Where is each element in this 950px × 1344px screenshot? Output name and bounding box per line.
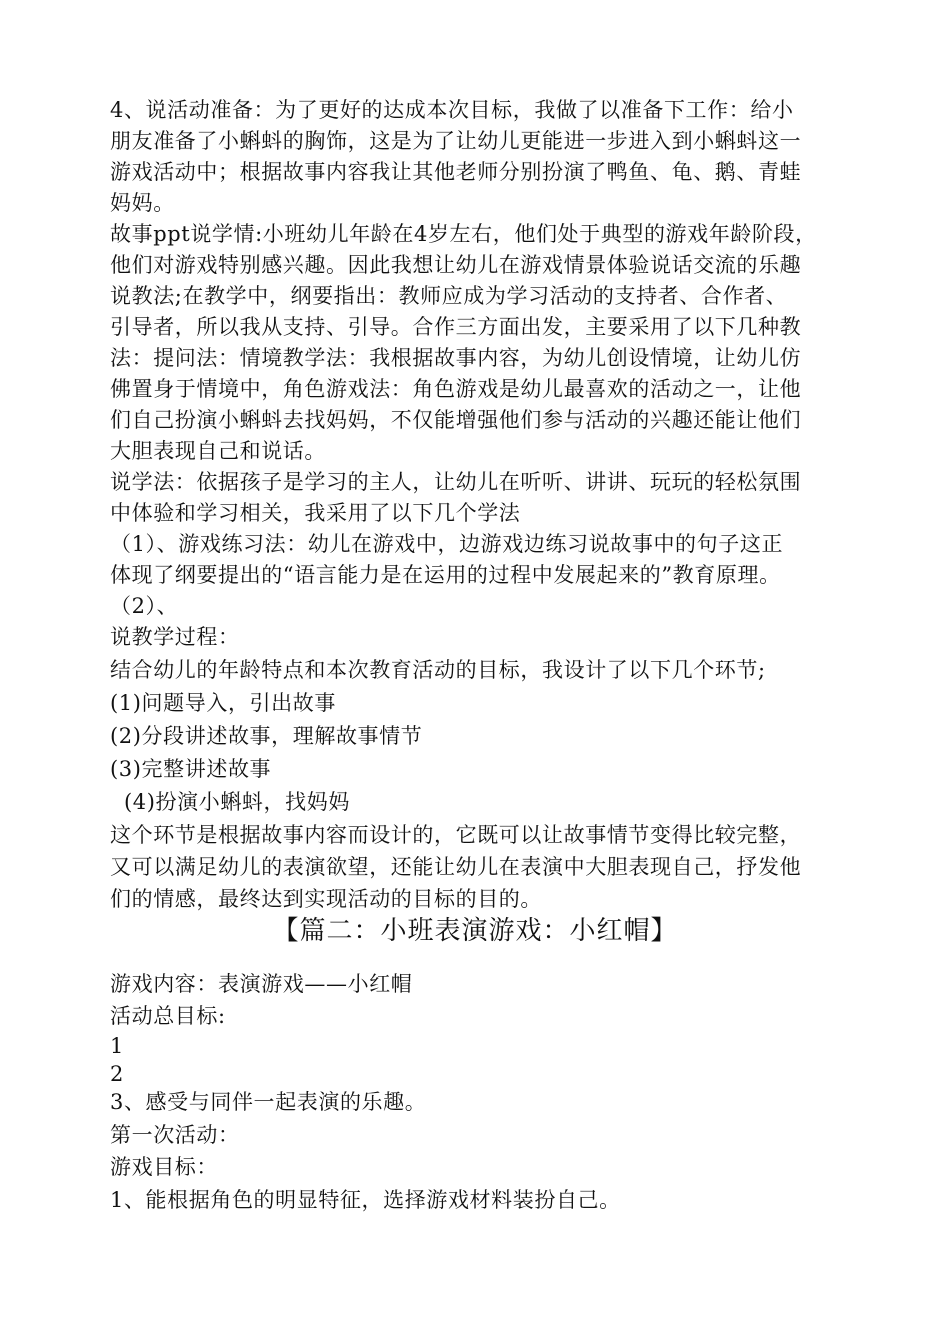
text-line: （2）、 (110, 594, 179, 618)
text-line: 1、能根据角色的明显特征，选择游戏材料装扮自己。 (110, 1188, 621, 1212)
text-line: 说学法：依据孩子是学习的主人，让幼儿在听听、讲讲、玩玩的轻松氛围 (110, 470, 802, 494)
text-line: 第一次活动： (110, 1123, 240, 1147)
text-line: 结合幼儿的年龄特点和本次教育活动的目标，我设计了以下几个环节; (110, 658, 766, 682)
text-line: 体现了纲要提出的“语言能力是在运用的过程中发展起来的”教育原理。 (110, 563, 781, 587)
text-line: 佛置身于情境中，角色游戏法：角色游戏是幼儿最喜欢的活动之一，让他 (110, 377, 802, 401)
text-line: 游戏内容：表演游戏——小红帽 (110, 972, 413, 996)
text-line: 说教学过程： (110, 625, 240, 649)
section-heading: 【篇二：小班表演游戏：小红帽】 (272, 916, 678, 946)
text-line: 这个环节是根据故事内容而设计的，它既可以让故事情节变得比较完整， (110, 823, 802, 847)
text-line: 游戏活动中；根据故事内容我让其他老师分别扮演了鸭鱼、龟、鹅、青蛙 (110, 160, 802, 184)
text-line: 活动总目标: (110, 1004, 226, 1028)
text-line: (1)问题导入，引出故事 (110, 691, 336, 715)
text-line: 1 (110, 1034, 124, 1058)
text-line: 说教法;在教学中，纲要指出：教师应成为学习活动的支持者、合作者、 (110, 284, 788, 308)
text-line: 妈妈。 (110, 191, 175, 215)
text-line: 中体验和学习相关，我采用了以下几个学法 (110, 501, 521, 525)
text-line: (4)扮演小蝌蚪，找妈妈 (124, 790, 350, 814)
text-line: 法：提问法：情境教学法：我根据故事内容，为幼儿创设情境，让幼儿仿 (110, 346, 802, 370)
text-line: 又可以满足幼儿的表演欲望，还能让幼儿在表演中大胆表现自己，抒发他 (110, 855, 802, 879)
text-line: 大胆表现自己和说话。 (110, 439, 326, 463)
text-line: 他们对游戏特别感兴趣。因此我想让幼儿在游戏情景体验说话交流的乐趣 (110, 253, 802, 277)
text-line: 引导者，所以我从支持、引导。合作三方面出发，主要采用了以下几种教 (110, 315, 802, 339)
text-line: 朋友准备了小蝌蚪的胸饰，这是为了让幼儿更能进一步进入到小蝌蚪这一 (110, 129, 802, 153)
text-line: 4、说活动准备：为了更好的达成本次目标，我做了以准备下工作：给小 (110, 98, 794, 122)
text-line: 们的情感，最终达到实现活动的目标的目的。 (110, 887, 542, 911)
text-line: 3、感受与同伴一起表演的乐趣。 (110, 1090, 427, 1114)
text-line: （1）、游戏练习法：幼儿在游戏中，边游戏边练习说故事中的句子这正 (110, 532, 784, 556)
text-line: 游戏目标： (110, 1155, 218, 1179)
text-line: (2)分段讲述故事，理解故事情节 (110, 724, 423, 748)
text-line: 们自己扮演小蝌蚪去找妈妈，不仅能增强他们参与活动的兴趣还能让他们 (110, 408, 802, 432)
text-line: (3)完整讲述故事 (110, 757, 272, 781)
text-line: 故事ppt说学情:小班幼儿年龄在4岁左右，他们处于典型的游戏年龄阶段， (110, 222, 817, 246)
text-line: 2 (110, 1062, 124, 1086)
